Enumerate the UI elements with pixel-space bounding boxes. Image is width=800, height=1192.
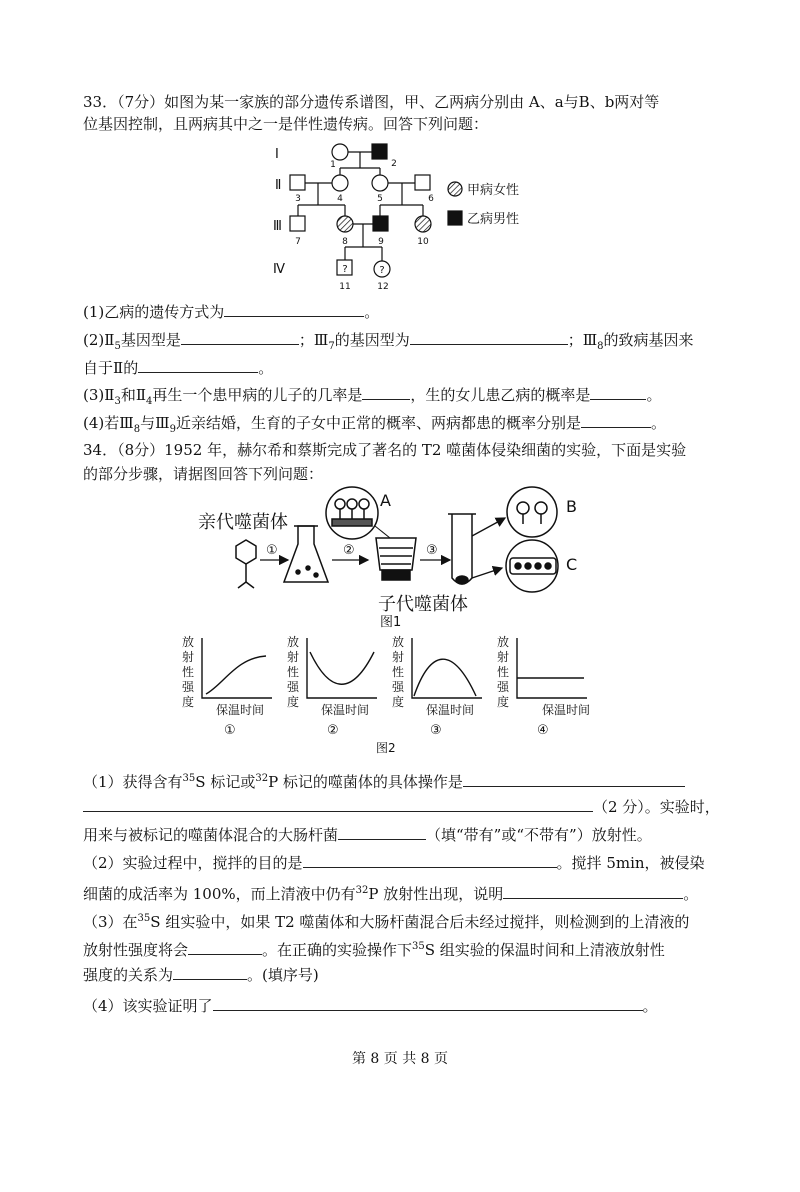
graph-2-curve — [310, 652, 374, 684]
q34-part1-line3: 用来与被标记的噬菌体混合的大肠杆菌 （填“带有”或“不带有”）放射性。 — [83, 826, 652, 844]
label-a: A — [380, 491, 391, 510]
unknown-mark-12: ? — [379, 265, 385, 276]
svg-text:射: 射 — [182, 650, 195, 664]
pellet-view-c — [506, 540, 558, 592]
figure-2-caption: 图2 — [376, 741, 396, 755]
graph-1-ylabel — [182, 635, 195, 709]
label-b: B — [566, 497, 577, 516]
offspring-phage-label: 子代噬菌体 — [378, 594, 468, 615]
q34-part3-line1: （3）在$^{35}$S 组实验中，如果 T2 噬菌体和大肠杆菌混合后未经过搅拌，则检测到的上清液的 — [83, 913, 690, 931]
graph-1-xlabel: 保温时间 — [216, 703, 265, 717]
q34-intro-line2: 的部分步骤，请据图回答下列问题： — [83, 465, 324, 483]
graph-4-ylabel — [497, 635, 510, 709]
svg-text:度: 度 — [182, 695, 195, 709]
svg-text:性: 性 — [497, 665, 510, 679]
figure-1-experiment — [180, 486, 600, 631]
parent-phage-icon — [236, 540, 256, 588]
q34-intro-line1: 34．（8分）1952 年，赫尔希和蔡斯完成了著名的 T2 噬菌体侵染细菌的实验，下面是实验 — [83, 441, 687, 459]
answer-blank-2a[interactable] — [181, 330, 299, 345]
svg-text:强: 强 — [392, 680, 405, 694]
q34-part2-line2: 细菌的成活率为 100%，而上清液中仍有$^{32}$P 放射性出现，说明 。 — [83, 885, 699, 903]
answer-blank-q34-1c[interactable] — [338, 825, 426, 840]
graph-3-ylabel — [392, 635, 405, 709]
svg-text:强: 强 — [182, 680, 195, 694]
individual-number-6: 6 — [428, 194, 434, 204]
individual-number-11: 11 — [339, 282, 351, 292]
svg-text:强: 强 — [287, 680, 300, 694]
q33-part1: (1)乙病的遗传方式为 。 — [83, 303, 380, 321]
q34-part3-line3: 强度的关系为 。(填序号) — [83, 966, 319, 984]
page-footer: 第 8 页 共 8 页 — [351, 1051, 449, 1067]
graph-2-xlabel: 保温时间 — [321, 703, 370, 717]
svg-text:性: 性 — [287, 665, 300, 679]
svg-text:强: 强 — [497, 680, 510, 694]
q34-part2-line1: （2）实验过程中，搅拌的目的是 。搅拌 5min，被侵染 — [83, 854, 705, 872]
individual-5-female — [372, 175, 388, 191]
q33-part2-line1: $(2)Ⅱ_5$基因型是 ；$Ⅲ_7$的基因型为 ；$Ⅲ_8$的致病基因来 — [83, 331, 694, 352]
individual-number-8: 8 — [342, 237, 348, 247]
individual-6-male — [415, 175, 430, 190]
label-c: C — [566, 555, 578, 574]
svg-text:性: 性 — [182, 665, 195, 679]
svg-text:度: 度 — [287, 695, 300, 709]
answer-blank-q34-4[interactable] — [213, 996, 643, 1011]
svg-text:放: 放 — [392, 635, 405, 649]
q33-intro-line1: 33．（7分）如图为某一家族的部分遗传系谱图，甲、乙两病分别由 A、a与B、b两对等 — [83, 93, 660, 111]
graph-2-ylabel — [287, 635, 300, 709]
figure-2-graphs — [180, 634, 610, 756]
individual-number-5: 5 — [377, 194, 383, 204]
svg-text:放: 放 — [182, 635, 195, 649]
answer-blank-q34-1a[interactable] — [463, 772, 685, 787]
step-1-label: ① — [266, 543, 278, 558]
answer-blank-q34-2a[interactable] — [303, 853, 557, 868]
individual-number-9: 9 — [378, 237, 384, 247]
step-2-label: ② — [343, 543, 355, 558]
q33-part4: (4)若$Ⅲ_8$与$Ⅲ_9$近亲结婚，生育的子女中正常的概率、两病都患的概率分别是 。 — [83, 414, 666, 435]
svg-text:放: 放 — [287, 635, 300, 649]
flask-icon — [284, 526, 328, 582]
individual-number-2: 2 — [391, 159, 397, 169]
svg-text:度: 度 — [392, 695, 405, 709]
blender-icon — [376, 538, 416, 580]
q34-part1-line1: （1）获得含有$^{35}$S 标记或$^{32}$P 标记的噬菌体的具体操作是 — [83, 769, 685, 792]
pedigree-chart — [265, 135, 555, 295]
individual-number-7: 7 — [295, 237, 301, 247]
svg-text:射: 射 — [497, 650, 510, 664]
individual-number-4: 4 — [337, 194, 343, 204]
individual-9-male-yi — [373, 216, 388, 231]
answer-blank-3b[interactable] — [590, 385, 646, 400]
graph-3-curve — [414, 659, 476, 696]
graph-4-number: ④ — [537, 723, 549, 738]
unknown-mark-11: ? — [342, 264, 348, 275]
individual-7-male — [290, 216, 305, 231]
answer-blank-3a[interactable] — [362, 385, 410, 400]
graph-2-axes — [307, 638, 377, 698]
generation-label-4: Ⅳ — [273, 262, 285, 277]
answer-blank-2b[interactable] — [410, 330, 568, 345]
q34-part3-line2: 放射性强度将会 。在正确的实验操作下$^{35}$S 组实验的保温时间和上清液放射性 — [83, 941, 665, 959]
legend-yi-label: 乙病男性 — [467, 212, 520, 227]
legend-yi-symbol — [448, 211, 462, 225]
q33-intro-line2: 位基因控制，且两病其中之一是伴性遗传病。回答下列问题： — [83, 115, 489, 133]
graph-3-number: ③ — [430, 723, 442, 738]
individual-10-female-jia — [415, 216, 431, 232]
legend-jia-label: 甲病女性 — [467, 183, 520, 198]
answer-blank-q34-3a[interactable] — [188, 940, 262, 955]
individual-8-female-jia — [337, 216, 353, 232]
magnified-view-a — [326, 487, 378, 539]
graph-1-curve — [206, 656, 266, 694]
individual-3-male — [290, 175, 305, 190]
answer-blank-q34-3b[interactable] — [173, 965, 247, 980]
legend-jia-symbol — [448, 182, 462, 196]
graph-4-xlabel: 保温时间 — [542, 703, 591, 717]
graph-3-axes — [412, 638, 482, 698]
svg-text:射: 射 — [287, 650, 300, 664]
svg-text:度: 度 — [497, 695, 510, 709]
supernatant-view-b — [507, 487, 557, 537]
individual-1-female — [332, 144, 348, 160]
individual-number-3: 3 — [295, 194, 301, 204]
answer-blank-4[interactable] — [581, 413, 651, 428]
svg-text:性: 性 — [392, 665, 405, 679]
answer-blank-1[interactable] — [224, 302, 364, 317]
svg-text:射: 射 — [392, 650, 405, 664]
individual-number-1: 1 — [330, 160, 336, 170]
answer-blank-q34-1b[interactable] — [83, 797, 593, 812]
generation-label-2: Ⅱ — [275, 178, 282, 193]
centrifuge-tube-icon — [448, 514, 476, 584]
answer-blank-2c[interactable] — [138, 358, 258, 373]
answer-blank-q34-2b[interactable] — [503, 884, 683, 899]
step-3-label: ③ — [426, 543, 438, 558]
svg-text:放: 放 — [497, 635, 510, 649]
figure-1-caption: 图1 — [380, 615, 402, 630]
individual-number-12: 12 — [377, 282, 389, 292]
graph-4-axes — [517, 638, 587, 698]
generation-label-3: Ⅲ — [273, 219, 282, 234]
individual-4-female — [332, 175, 348, 191]
individual-2-male-yi — [372, 144, 387, 159]
parent-phage-label: 亲代噬菌体 — [198, 512, 288, 533]
q33-part3: $(3)Ⅱ_3$和$Ⅱ_4$再生一个患甲病的儿子的几率是 ，生的女儿患乙病的概率是 。 — [83, 386, 662, 407]
q34-part4: （4）该实验证明了 。 — [83, 997, 658, 1015]
q34-part1-line2: （2 分）。实验时， — [83, 797, 720, 817]
graph-3-xlabel: 保温时间 — [426, 703, 475, 717]
graph-1-number: ① — [224, 723, 236, 738]
individual-number-10: 10 — [417, 237, 429, 247]
graph-2-number: ② — [327, 723, 339, 738]
q33-part2-line2: 自于Ⅱ的 。 — [83, 359, 274, 377]
generation-label-1: Ⅰ — [275, 147, 279, 162]
